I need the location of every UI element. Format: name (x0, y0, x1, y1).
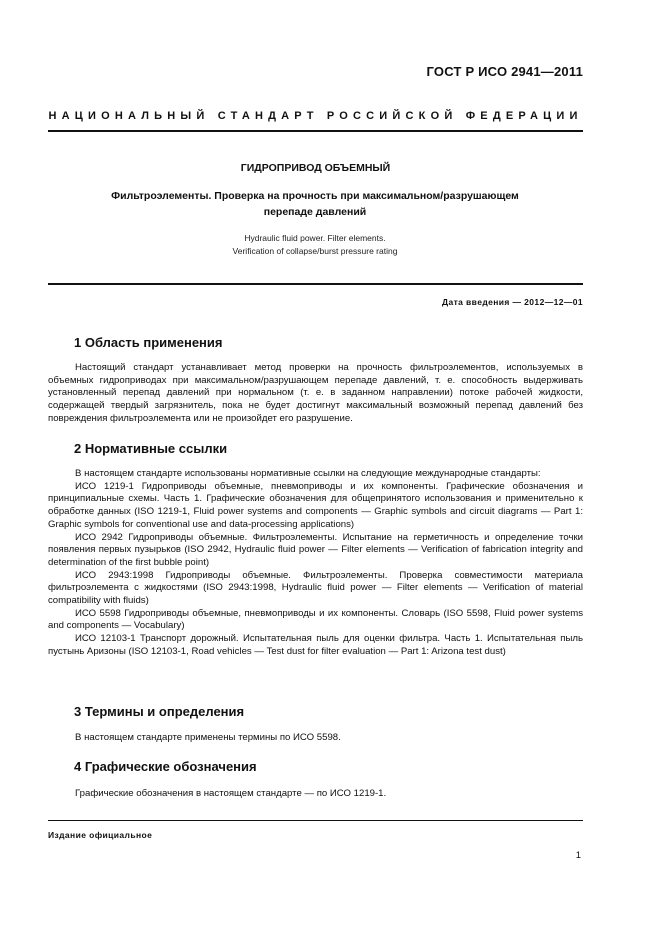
reference-item: ИСО 12103-1 Транспорт дорожный. Испытательная пыль для оценки фильтра. Часть 1. Испытательная пыль пустынь Аризоны (ISO 12103-1, Road vehicles — Test dust for filter evaluation — Part 1: Arizona test dust) (48, 633, 583, 657)
paragraph: В настоящем стандарте применены термины по ИСО 5598. (75, 732, 341, 743)
footer-rule (48, 820, 583, 821)
header-rule (48, 130, 583, 132)
section-body-normative-references (48, 468, 583, 659)
document-subtitle-ru (90, 188, 540, 220)
section-heading-normative-references: 2 Нормативные ссылки (74, 441, 228, 456)
national-standard-banner: НАЦИОНАЛЬНЫЙ СТАНДАРТ РОССИЙСКОЙ ФЕДЕРАЦИИ (48, 110, 583, 122)
section-heading-scope: 1 Область применения (74, 335, 223, 350)
paragraph: Графические обозначения в настоящем стандарте — по ИСО 1219-1. (75, 788, 387, 799)
section-heading-graphic-symbols: 4 Графические обозначения (74, 759, 257, 774)
page-number: 1 (575, 850, 581, 861)
section-body-terms (48, 732, 583, 745)
subtitle-ru-line-1: Фильтроэлементы. Проверка на прочность при максимальном/разрушающем (111, 190, 519, 202)
subtitle-en-line-1: Hydraulic fluid power. Filter elements. (244, 233, 386, 243)
subtitle-ru-line-2: перепаде давлений (263, 206, 367, 218)
paragraph: Настоящий стандарт устанавливает метод проверки на прочность фильтроэлементов, используемых в объемных гидроприводах при максимальном/разрушающем перепаде давлений, т. е. способность выдерживать установленный перепад давлений при нормальном (т. е. в заданном направлении) потоке рабочей жидкости, содержащей твердый загрязнитель, пока не будет достигнут максимальный возможный перепад давлений без повреждения фильтроэлемента или не произойдет его разрушение. (48, 362, 583, 424)
section-body-graphic-symbols (48, 788, 583, 801)
subtitle-en-line-2: Verification of collapse/burst pressure rating (232, 246, 398, 256)
reference-item: ИСО 5598 Гидроприводы объемные, пневмоприводы и их компоненты. Словарь (ISO 5598, Fluid power systems and components — Vocabulary) (48, 607, 583, 632)
document-subtitle-en (90, 232, 540, 258)
standard-code: ГОСТ Р ИСО 2941—2011 (426, 64, 583, 79)
title-rule (48, 283, 583, 285)
reference-item: ИСО 2943:1998 Гидроприводы объемные. Фильтроэлементы. Проверка совместимости материала фильтроэлемента с жидкостями (ISO 2943:1998, Hydraulic fluid power — Filter elements — Verification of material compatibility with fluids) (48, 569, 583, 607)
document-main-title: ГИДРОПРИВОД ОБЪЕМНЫЙ (240, 162, 391, 174)
section-body-scope (48, 362, 583, 426)
reference-item: ИСО 2942 Гидроприводы объемные. Фильтроэлементы. Испытание на герметичность и определение точки появления первых пузырьков (ISO 2942, Hydraulic fluid power — Filter elements — Verification of fabrication integrity and determination of the first bubble point) (48, 531, 583, 568)
reference-item: ИСО 1219-1 Гидроприводы объемные, пневмоприводы и их компоненты. Графические обозначения и принципиальные схемы. Часть 1. Графические обозначения для общепринятого использования и применительно к обработке данных (ISO 1219-1, Fluid power systems and components — Graphic symbols and circuit diagrams — Part 1: Graphic symbols for conventional use and data-processing applications) (48, 480, 583, 530)
section-heading-terms: 3 Термины и определения (74, 704, 245, 719)
date-of-introduction: Дата введения — 2012—12—01 (442, 297, 583, 307)
official-edition-label: Издание официальное (48, 830, 153, 840)
paragraph: В настоящем стандарте использованы нормативные ссылки на следующие международные стандарты: (75, 468, 541, 479)
